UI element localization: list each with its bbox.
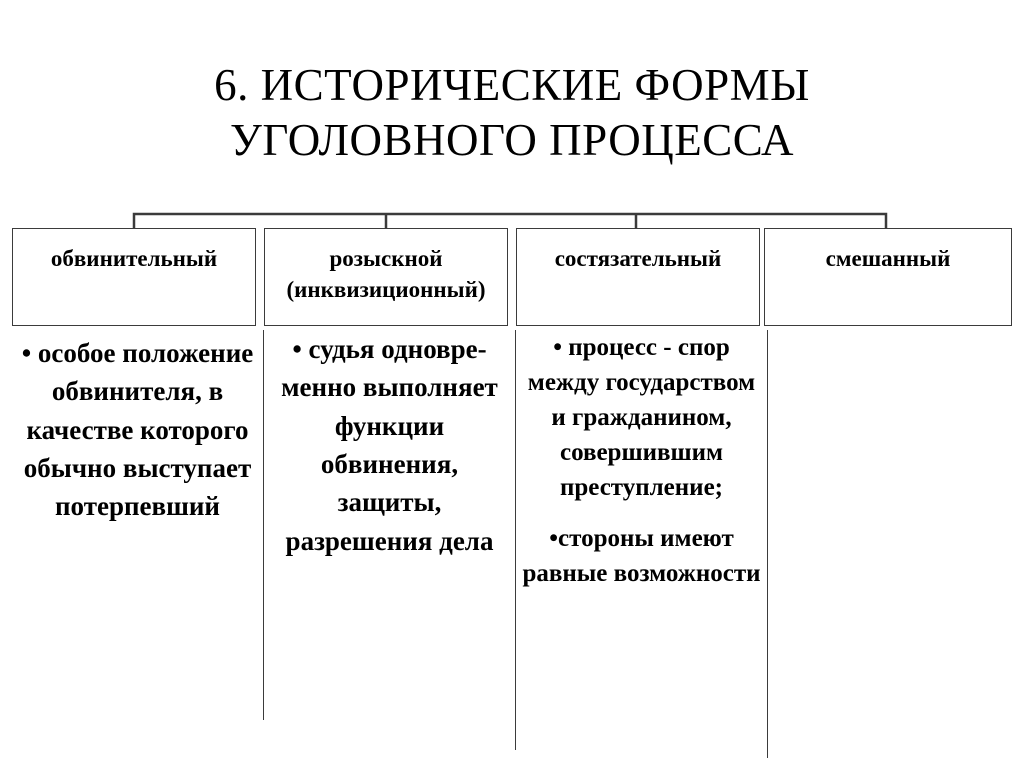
description-paragraph: • процесс - спор между государством и гражданином, совершившим преступление; <box>527 334 756 501</box>
category-label-line-2: (инквизиционный) <box>286 277 486 303</box>
description-column-accusatory <box>12 330 264 720</box>
category-label-line-1: розыскной <box>329 246 443 271</box>
category-box-mixed[interactable] <box>764 228 1012 326</box>
category-box-inquisitorial[interactable] <box>264 228 508 326</box>
category-label-line-1: смешанный <box>825 246 951 271</box>
category-boxes <box>0 228 1024 330</box>
category-box-accusatory[interactable] <box>12 228 256 326</box>
category-label-line-1: обвинительный <box>50 246 218 271</box>
description-paragraph: • особое положение обвинителя, в качестве которого обычно выступает потерпевший <box>21 338 254 522</box>
page-title-line-2: УГОЛОВНОГО ПРОЦЕССА <box>229 114 795 165</box>
description-column-mixed <box>768 330 1016 710</box>
description-column-inquisitorial <box>264 330 516 750</box>
category-box-adversarial[interactable] <box>516 228 760 326</box>
page-title-line-1: 6. ИСТОРИЧЕСКИЕ ФОРМЫ <box>214 60 810 110</box>
description-column-adversarial <box>516 330 768 758</box>
page-title <box>0 58 1024 168</box>
description-columns <box>0 330 1024 767</box>
description-paragraph: • судья одновре-менно выполняет функции обвинения, защиты, разрешения дела <box>281 334 498 556</box>
description-paragraph: •стороны имеют равные возможности <box>522 525 761 587</box>
category-label-line-1: состязательный <box>554 246 722 271</box>
